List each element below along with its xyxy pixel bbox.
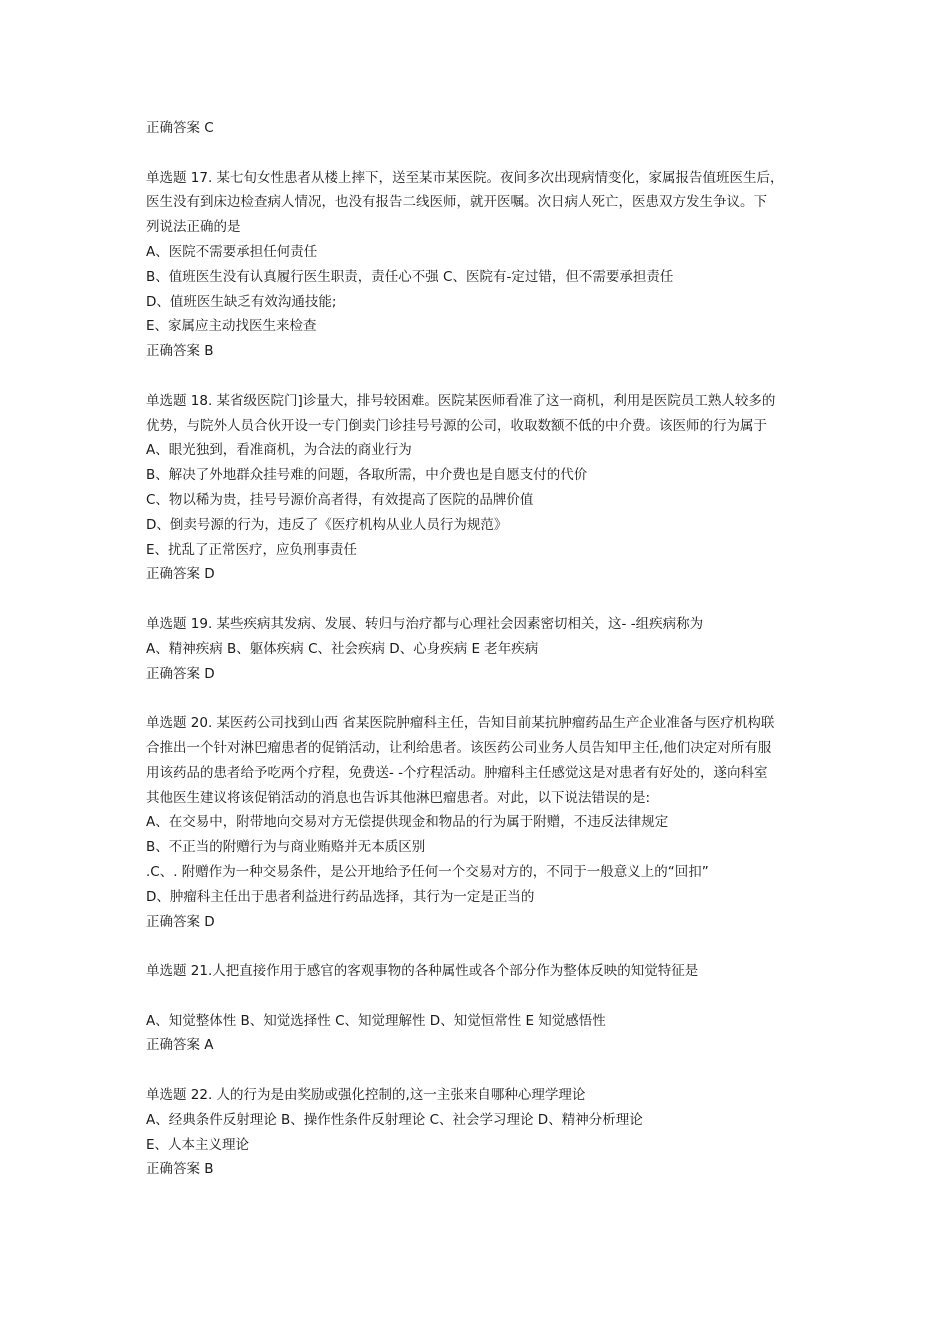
document-page (146, 116, 810, 1182)
blank-line (146, 984, 810, 1009)
text-line: 正确答案 B (146, 1161, 214, 1178)
text-line: 单选题 18. 某省级医院门]诊量大，排号较困难。医院某医师看准了这一商机，利用是医院员工熟人较多的 (146, 392, 776, 409)
text-line: A、医院不需要承担任何责任 (146, 243, 318, 260)
text-line: A、知觉整体性 B、知觉选择性 C、知觉理解性 D、知觉恒常性 E 知觉感悟性 (146, 1012, 606, 1029)
text-line: 正确答案 D (146, 913, 215, 930)
text-line: 用该药品的患者给予吃两个疗程，免费送- -个疗程活动。肿瘤科主任感觉这是对患者有好处的，遂向科室 (146, 764, 768, 781)
text-line: 单选题 22. 人的行为是由奖励或强化控制的,这一主张来自哪种心理学理论 (146, 1087, 586, 1104)
text-line: D、肿瘤科主任出于患者利益进行药品选择，其行为一定是正当的 (146, 888, 535, 905)
text-line: 列说法正确的是 (146, 219, 241, 236)
text-line: A、眼光独到，看准商机，为合法的商业行为 (146, 442, 412, 459)
text-line: 单选题 17. 某七旬女性患者从楼上摔下，送至某市某医院。夜间多次出现病情变化，家属报告值班医生后， (146, 169, 784, 186)
text-line: 正确答案 D (146, 566, 215, 583)
text-line: 正确答案 C (146, 120, 214, 136)
text-line: E、扰乱了正常医疗，应负刑事责任 (146, 541, 358, 558)
text-line: E、家属应主动找医生来检查 (146, 318, 317, 335)
text-line: 正确答案 B (146, 343, 214, 360)
text-line: 其他医生建议将该促销活动的消息也告诉其他淋巴瘤患者。对此，以下说法错误的是: (146, 789, 651, 806)
text-line: D、值班医生缺乏有效沟通技能; (146, 293, 337, 310)
text-line: B、解决了外地群众挂号难的问题，各取所需，中介费也是自愿支付的代价 (146, 467, 588, 484)
blank-line (146, 364, 810, 389)
blank-line (146, 934, 810, 959)
text-line: D、倒卖号源的行为，违反了《医疗机构从业人员行为规范》 (146, 516, 508, 533)
text-line: A、在交易中，附带地向交易对方无偿提供现金和物品的行为属于附赠，不违反法律规定 (146, 814, 669, 831)
text-line: 正确答案 A (146, 1037, 214, 1054)
text-line: E、人本主义理论 (146, 1136, 250, 1153)
text-line: 合推出一个针对淋巴瘤患者的促销活动，让利给患者。该医药公司业务人员告知甲主任,他们决定对所有服 (146, 739, 772, 756)
text-line: .C、. 附赠作为一种交易条件，是公开地给予任何一个交易对方的，不同于一般意义上的“回扣” (146, 863, 709, 880)
text-line: B、不正当的附赠行为与商业贿赂并无本质区别 (146, 839, 426, 856)
text-line: A、经典条件反射理论 B、操作性条件反射理论 C、社会学习理论 D、精神分析理论 (146, 1111, 643, 1128)
text-line: C、物以稀为贵，挂号号源价高者得，有效提高了医院的品牌价值 (146, 491, 534, 508)
text-line: A、精神疾病 B、躯体疾病 C、社会疾病 D、心身疾病 E 老年疾病 (146, 640, 539, 657)
blank-line (146, 686, 810, 711)
blank-line (146, 1058, 810, 1083)
text-line: 单选题 20. 某医药公司找到山西 省某医院肿瘤科主任，告知目前某抗肿瘤药品生产企业准备与医疗机构联 (146, 715, 775, 732)
blank-line (146, 587, 810, 612)
text-line: 单选题 19. 某些疾病其发病、发展、转归与治疗都与心理社会因素密切相关，这- -组疾病称为 (146, 615, 704, 632)
text-line: 优势，与院外人员合伙开设一专门倒卖门诊挂号号源的公司，收取数额不低的中介费。该医师的行为属于 (146, 417, 767, 434)
text-line: 医生没有到床边检查病人情况，也没有报告二线医师，就开医嘱。次日病人死亡，医患双方发生争议。下 (146, 194, 767, 211)
text-line: 单选题 21.人把直接作用于感官的客观事物的各种属性或各个部分作为整体反映的知觉特征是 (146, 963, 699, 980)
text-line: B、值班医生没有认真履行医生职责，责任心不强 C、医院有-定过错，但不需要承担责任 (146, 268, 674, 285)
text-line: 正确答案 D (146, 665, 215, 682)
blank-line (146, 141, 810, 166)
